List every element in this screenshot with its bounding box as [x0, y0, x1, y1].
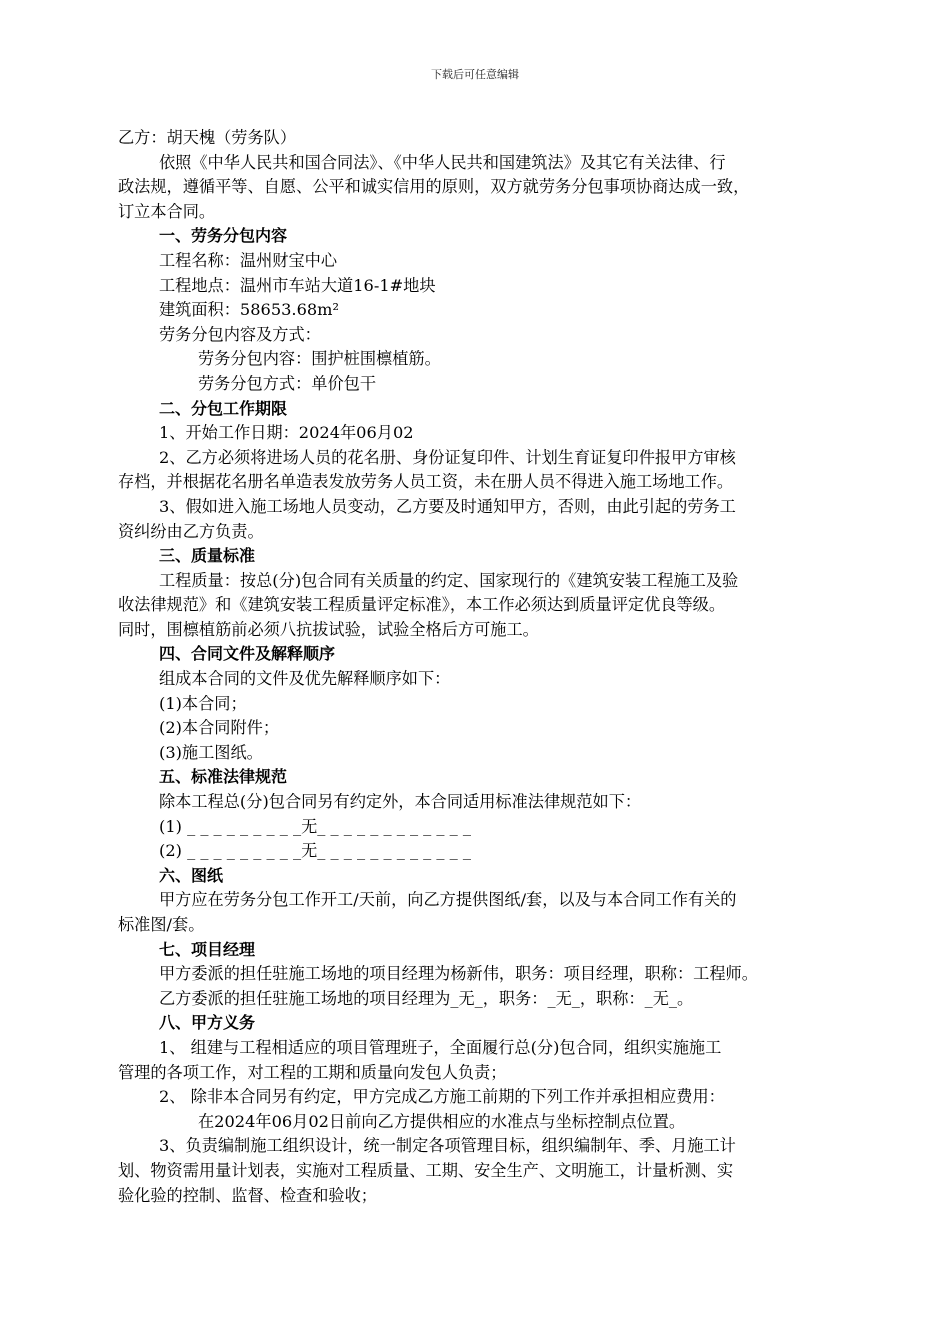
section-heading: 三、质量标准: [159, 546, 256, 566]
paragraph-line: 政法规，遵循平等、自愿、公平和诚实信用的原则，双方就劳务分包事项协商达成一致，: [118, 177, 750, 197]
paragraph-line: 同时，围檩植筋前必须八抗拔试验，试验全格后方可施工。: [118, 619, 539, 639]
section-heading: 六、图纸: [159, 865, 224, 885]
paragraph-line: 建筑面积：58653.68m²: [159, 300, 340, 320]
section-heading: 四、合同文件及解释顺序: [159, 644, 336, 664]
paragraph-line: (1)本合同；: [159, 693, 247, 713]
paragraph-line: 验化验的控制、监督、检查和验收；: [118, 1185, 377, 1205]
paragraph-line: 在2024年06月02日前向乙方提供相应的水准点与坐标控制点位置。: [198, 1111, 686, 1131]
paragraph-line: (2)本合同附件；: [159, 718, 280, 738]
section-heading: 二、分包工作期限: [159, 398, 288, 418]
paragraph-line: 1、 组建与工程相适应的项目管理班子，全面履行总(分)包合同，组织实施施工: [159, 1037, 722, 1057]
paragraph-line: 1、开始工作日期：2024年06月02: [159, 423, 414, 443]
paragraph-line: 划、物资需用量计划表，实施对工程质量、工期、安全生产、文明施工，计量析测、实: [118, 1160, 734, 1180]
paragraph-line: 甲方应在劳务分包工作开工/天前，向乙方提供图纸/套，以及与本合同工作有关的: [159, 890, 737, 910]
paragraph-line: 乙方委派的担任驻施工场地的项目经理为_无_，职务：_无_，职称：_无_。: [159, 988, 694, 1008]
paragraph-line: 工程地点：温州市车站大道16-1#地块: [159, 275, 436, 295]
page-header: 下载后可任意编辑: [431, 68, 519, 81]
paragraph-line: 工程质量：按总(分)包合同有关质量的约定、国家现行的《建筑安装工程施工及验: [159, 570, 739, 590]
paragraph-line: 组成本合同的文件及优先解释顺序如下：: [159, 669, 451, 689]
paragraph-line: 3、负责编制施工组织设计，统一制定各项管理目标，组织编制年、季、月施工计: [159, 1136, 736, 1156]
contract-body: [118, 126, 858, 1208]
paragraph-line: 依照《中华人民共和国合同法》、《中华人民共和国建筑法》及其它有关法律、行: [159, 152, 726, 172]
paragraph-line: 2、乙方必须将进场人员的花名册、身份证复印件、计划生育证复印件报甲方审核: [159, 447, 736, 467]
paragraph-line: 管理的各项工作，对工程的工期和质量向发包人负责；: [118, 1062, 507, 1082]
paragraph-line: 劳务分包内容及方式：: [159, 324, 321, 344]
paragraph-line: 收法律规范》和《建筑安装工程质量评定标准》，本工作必须达到质量评定优良等级。: [118, 595, 726, 615]
paragraph-line: 劳务分包内容：围护桩围檩植筋。: [198, 349, 441, 369]
section-heading: 五、标准法律规范: [159, 767, 288, 787]
section-heading: 八、甲方义务: [159, 1013, 256, 1033]
paragraph-line: 订立本合同。: [118, 201, 216, 221]
paragraph-line: 乙方：胡天槐（劳务队）: [118, 128, 297, 147]
paragraph-line: 工程名称：温州财宝中心: [159, 250, 338, 270]
paragraph-line: (2) _ _ _ _ _ _ _ _ _无_ _ _ _ _ _ _ _ _ _ _ _: [159, 841, 471, 861]
paragraph-line: 3、假如进入施工场地人员变动，乙方要及时通知甲方，否则，由此引起的劳务工: [159, 496, 736, 516]
section-heading: 七、项目经理: [159, 939, 256, 959]
paragraph-line: (3)施工图纸。: [159, 742, 263, 762]
paragraph-line: 2、 除非本合同另有约定，甲方完成乙方施工前期的下列工作并承担相应费用：: [159, 1087, 725, 1107]
paragraph-line: 标准图/套。: [118, 915, 205, 934]
paragraph-line: 存档，并根据花名册名单造表发放劳务人员工资，未在册人员不得进入施工场地工作。: [118, 472, 734, 492]
paragraph-line: (1) _ _ _ _ _ _ _ _ _无_ _ _ _ _ _ _ _ _ _ _ _: [159, 816, 471, 836]
paragraph-line: 资纠纷由乙方负责。: [118, 521, 264, 541]
paragraph-line: 甲方委派的担任驻施工场地的项目经理为杨新伟，职务：项目经理，职称：工程师。: [159, 964, 758, 984]
section-heading: 一、劳务分包内容: [159, 226, 288, 246]
paragraph-line: 劳务分包方式：单价包干: [198, 373, 377, 393]
paragraph-line: 除本工程总(分)包合同另有约定外，本合同适用标准法律规范如下：: [159, 792, 642, 812]
